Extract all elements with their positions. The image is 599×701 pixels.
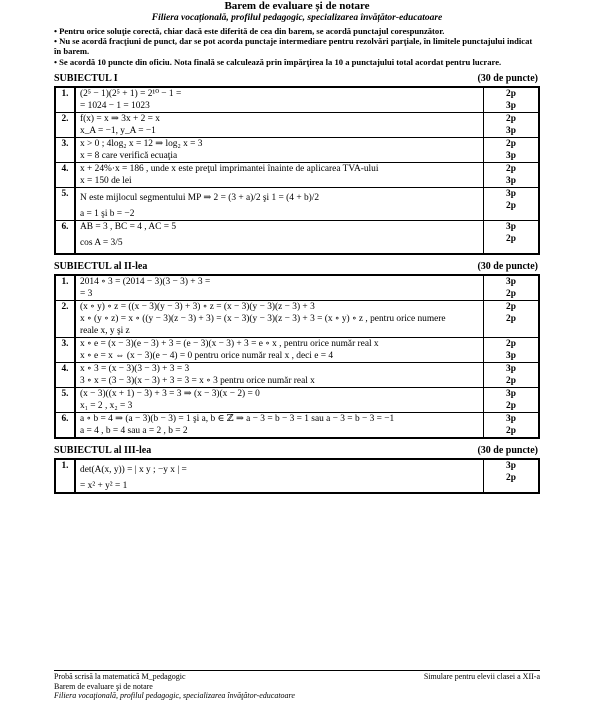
- barem-page: [54, 0, 540, 494]
- points-value: 2p: [506, 400, 516, 411]
- solution-line: x ∘ e = x ⇔ (x − 3)(e − 4) = 0 pentru orice număr real x , deci e = 4: [80, 350, 334, 361]
- solution-line: AB = 3 , BC = 4 , AC = 5: [80, 221, 177, 232]
- item-number: 3.: [55, 337, 75, 362]
- table-row: [55, 275, 539, 301]
- points-value: 2p: [506, 301, 516, 312]
- solution-line: a ∘ b = 4 ⇒ (a − 3)(b − 3) = 1 şi a, b ∈ ℤ ⇒ a − 3 = b − 3 = 1 sau a − 3 = b − 3 = −1: [80, 413, 395, 424]
- footer-track: Filiera vocaţională, profilul pedagogic, specializarea învăţător-educatoare: [54, 691, 295, 700]
- footer-exam: Probă scrisă la matematică M_pedagogic: [54, 672, 186, 681]
- item-number: 1.: [55, 275, 75, 301]
- points-value: 2p: [506, 233, 516, 244]
- points-value: 3p: [506, 350, 516, 361]
- solution-line: = 3: [80, 288, 93, 299]
- points-value: 3p: [506, 188, 516, 199]
- solution-line: reale x, y şi z: [80, 325, 130, 336]
- section-points: (30 de puncte): [477, 444, 538, 456]
- points-value: 3p: [506, 413, 516, 424]
- solution-line: x > 0 ; 4log₂ x = 12 ⇒ log₂ x = 3: [80, 138, 203, 149]
- table-row: [55, 112, 539, 137]
- table-row: [55, 300, 539, 337]
- solution-line: x + 24%·x = 186 , unde x este preţul imprimantei înainte de aplicarea TVA-ului: [80, 163, 379, 174]
- solution-line: det(A(x, y)) = | x y ; −y x | =: [80, 464, 187, 475]
- points-value: 3p: [506, 388, 516, 399]
- solution-line: (x − 3)((x + 1) − 3) + 3 = 3 ⇒ (x − 3)(x − 2) = 0: [80, 388, 260, 399]
- table-row: [55, 187, 539, 220]
- points-value: 3p: [506, 125, 516, 136]
- solution-line: 3 ∘ x = (3 − 3)(x − 3) + 3 = 3 = x ∘ 3 pentru orice număr real x: [80, 375, 315, 386]
- table-row: [55, 87, 539, 113]
- solution-line: x₁ = 2 , x₂ = 3: [80, 400, 133, 411]
- section-title: SUBIECTUL I: [54, 72, 118, 84]
- item-number: 4.: [55, 162, 75, 187]
- points-value: 3p: [506, 460, 516, 471]
- rule-item: • Nu se acordă fracţiuni de punct, dar se pot acorda punctaje intermediare pentru rezolvări parţiale, în limitele punctajului indicat în barem.: [54, 36, 533, 57]
- solution-line: a = 1 şi b = −2: [80, 208, 135, 219]
- points-value: 2p: [506, 288, 516, 299]
- solution-line: x ∘ (y ∘ z) = x ∘ ((y − 3)(z − 3) + 3) = (x − 3)(y − 3)(z − 3) + 3 = (x ∘ y) ∘ z , pentru orice numere: [80, 313, 446, 324]
- solution-line: x ∘ 3 = (x − 3)(3 − 3) + 3 = 3: [80, 363, 190, 374]
- item-number: 6.: [55, 412, 75, 438]
- points-value: 3p: [506, 221, 516, 232]
- table-row: [55, 337, 539, 362]
- solution-line: x = 8 care verifică ecuaţia: [80, 150, 178, 161]
- item-number: 2.: [55, 112, 75, 137]
- item-number: 3.: [55, 137, 75, 162]
- points-value: 2p: [506, 88, 516, 99]
- section-header-s3: [54, 445, 540, 456]
- points-value: 3p: [506, 150, 516, 161]
- solution-line: N este mijlocul segmentului MP ⇒ 2 = (3 + a)/2 şi 1 = (4 + b)/2: [80, 192, 320, 203]
- item-number: 1.: [55, 459, 75, 493]
- table-row: [55, 220, 539, 254]
- points-value: 2p: [506, 472, 516, 483]
- solution-line: = x² + y² = 1: [80, 480, 128, 491]
- solution-line: 2014 ∘ 3 = (2014 − 3)(3 − 3) + 3 =: [80, 276, 211, 287]
- section-title: SUBIECTUL al II-lea: [54, 260, 148, 272]
- section-header-s1: [54, 73, 540, 84]
- solution-line: = 1024 − 1 = 1023: [80, 100, 150, 111]
- points-value: [484, 325, 538, 337]
- s1-table: [54, 86, 540, 255]
- item-number: 5.: [55, 187, 75, 220]
- rule-item: • Se acordă 10 puncte din oficiu. Nota finală se calculează prin împărţirea la 10 a punctajului total acordat pentru lucrare.: [54, 56, 502, 67]
- solution-line: x = 150 de lei: [80, 175, 132, 186]
- points-value: 3p: [506, 363, 516, 374]
- solution-line: a = 4 , b = 4 sau a = 2 , b = 2: [80, 425, 188, 436]
- solution-line: (2⁵ − 1)(2⁵ + 1) = 2¹⁰ − 1 =: [80, 88, 182, 99]
- solution-line: f(x) = x ⇒ 3x + 2 = x: [80, 113, 160, 124]
- section-points: (30 de puncte): [477, 260, 538, 272]
- points-value: 2p: [506, 138, 516, 149]
- points-value: 2p: [506, 425, 516, 436]
- table-row: [55, 459, 539, 493]
- solution-line: (x ∘ y) ∘ z = ((x − 3)(y − 3) + 3) ∘ z = (x − 3)(y − 3)(z − 3) + 3: [80, 301, 315, 312]
- points-value: 2p: [506, 200, 516, 211]
- item-number: 4.: [55, 362, 75, 387]
- s2-table: [54, 274, 540, 439]
- document-subtitle: Filiera vocațională, profilul pedagogic, specializarea învățător-educatoare: [151, 13, 443, 23]
- points-value: 2p: [506, 313, 516, 324]
- table-row: [55, 387, 539, 412]
- points-value: 3p: [506, 175, 516, 186]
- item-number: 6.: [55, 220, 75, 254]
- points-value: 2p: [506, 375, 516, 386]
- footer-divider: [54, 670, 540, 671]
- table-row: [55, 412, 539, 438]
- footer-barem: Barem de evaluare şi de notare: [54, 681, 153, 691]
- points-value: 2p: [506, 163, 516, 174]
- points-value: 3p: [506, 276, 516, 287]
- rule-item: • Pentru orice soluţie corectă, chiar dacă este diferită de cea din barem, se acordă punctajul corespunzător.: [54, 26, 445, 36]
- item-number: 5.: [55, 387, 75, 412]
- table-row: [55, 362, 539, 387]
- item-number: 2.: [55, 300, 75, 337]
- points-value: 2p: [506, 338, 516, 349]
- general-rules: [54, 26, 540, 67]
- points-value: 3p: [506, 100, 516, 111]
- footer-simulation: Simulare pentru elevii clasei a XII-a: [423, 672, 540, 681]
- section-title: SUBIECTUL al III-lea: [54, 444, 152, 456]
- solution-line: cos A = 3/5: [80, 237, 123, 248]
- table-row: [55, 162, 539, 187]
- s3-table: [54, 458, 540, 494]
- section-points: (30 de puncte): [477, 72, 538, 84]
- solution-line: x_A = −1, y_A = −1: [80, 125, 156, 136]
- points-value: 2p: [506, 113, 516, 124]
- item-number: 1.: [55, 87, 75, 113]
- solution-line: x ∘ e = (x − 3)(e − 3) + 3 = (e − 3)(x − 3) + 3 = e ∘ x , pentru orice număr real x: [80, 338, 379, 349]
- document-title: Barem de evaluare și de notare: [224, 0, 370, 12]
- table-row: [55, 137, 539, 162]
- section-header-s2: [54, 261, 540, 272]
- page-footer: [54, 672, 540, 701]
